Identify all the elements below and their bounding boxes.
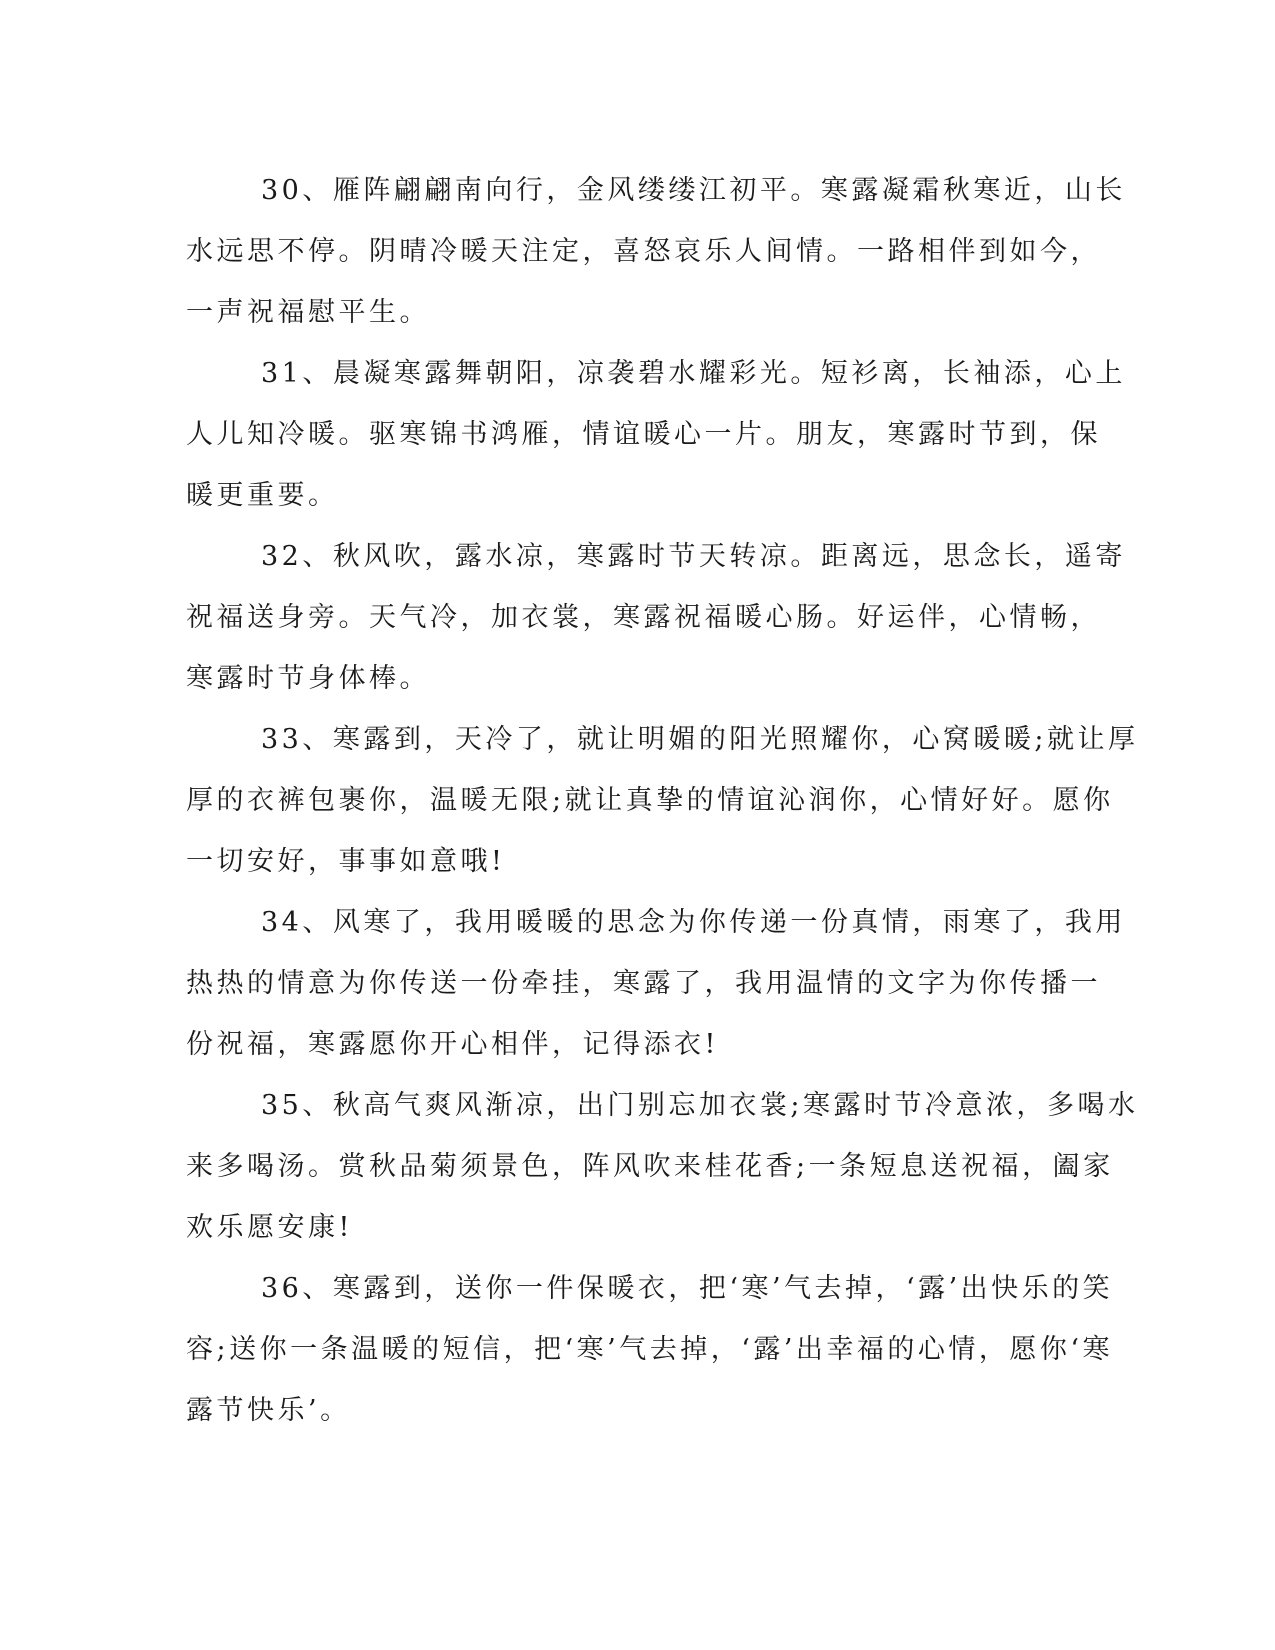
paragraph-line: 水远思不停。阴晴冷暖天注定，喜怒哀乐人间情。一路相伴到如今， [186, 236, 1101, 267]
paragraph-line: 一切安好，事事如意哦! [186, 846, 506, 877]
paragraph-30 [186, 160, 1126, 343]
paragraph-line: 厚的衣裤包裹你，温暖无限;就让真挚的情谊沁润你，心情好好。愿你 [186, 785, 1114, 816]
paragraph-32 [186, 526, 1126, 709]
paragraph-line: 来多喝汤。赏秋品菊须景色，阵风吹来桂花香;一条短息送祝福，阖家 [186, 1151, 1114, 1182]
paragraph-line: 份祝福，寒露愿你开心相伴，记得添衣! [186, 1029, 719, 1060]
paragraph-line: 35、秋高气爽风渐凉，出门别忘加衣裳;寒露时节冷意浓，多喝水 [261, 1090, 1139, 1121]
paragraph-line: 30、雁阵翩翩南向行，金风缕缕江初平。寒露凝霜秋寒近，山长 [261, 175, 1126, 206]
paragraph-line: 32、秋风吹，露水凉，寒露时节天转凉。距离远，思念长，遥寄 [261, 541, 1126, 572]
paragraph-line: 欢乐愿安康! [186, 1212, 353, 1243]
paragraph-line: 一声祝福慰平生。 [186, 297, 430, 328]
paragraph-34 [186, 892, 1126, 1075]
paragraph-35 [186, 1075, 1139, 1258]
paragraph-line: 热热的情意为你传送一份牵挂，寒露了，我用温情的文字为你传播一 [186, 968, 1101, 999]
paragraph-line: 暖更重要。 [186, 480, 339, 511]
paragraph-31 [186, 343, 1126, 526]
paragraph-36 [186, 1258, 1114, 1441]
paragraph-line: 36、寒露到，送你一件保暖衣，把‘寒’气去掉，‘露’出快乐的笑 [261, 1273, 1114, 1304]
paragraph-line: 33、寒露到，天冷了，就让明媚的阳光照耀你，心窝暖暖;就让厚 [261, 724, 1139, 755]
paragraph-line: 人儿知冷暖。驱寒锦书鸿雁，情谊暖心一片。朋友，寒露时节到，保 [186, 419, 1101, 450]
paragraph-33 [186, 709, 1139, 892]
paragraph-line: 寒露时节身体棒。 [186, 663, 430, 694]
paragraph-line: 31、晨凝寒露舞朝阳，凉袭碧水耀彩光。短衫离，长袖添，心上 [261, 358, 1126, 389]
document-body [186, 160, 1139, 1441]
paragraph-line: 露节快乐’。 [186, 1395, 351, 1426]
paragraph-line: 容;送你一条温暖的短信，把‘寒’气去掉，‘露’出幸福的心情，愿你‘寒 [186, 1334, 1114, 1365]
paragraph-line: 34、风寒了，我用暖暖的思念为你传递一份真情，雨寒了，我用 [261, 907, 1126, 938]
paragraph-line: 祝福送身旁。天气冷，加衣裳，寒露祝福暖心肠。好运伴，心情畅， [186, 602, 1101, 633]
